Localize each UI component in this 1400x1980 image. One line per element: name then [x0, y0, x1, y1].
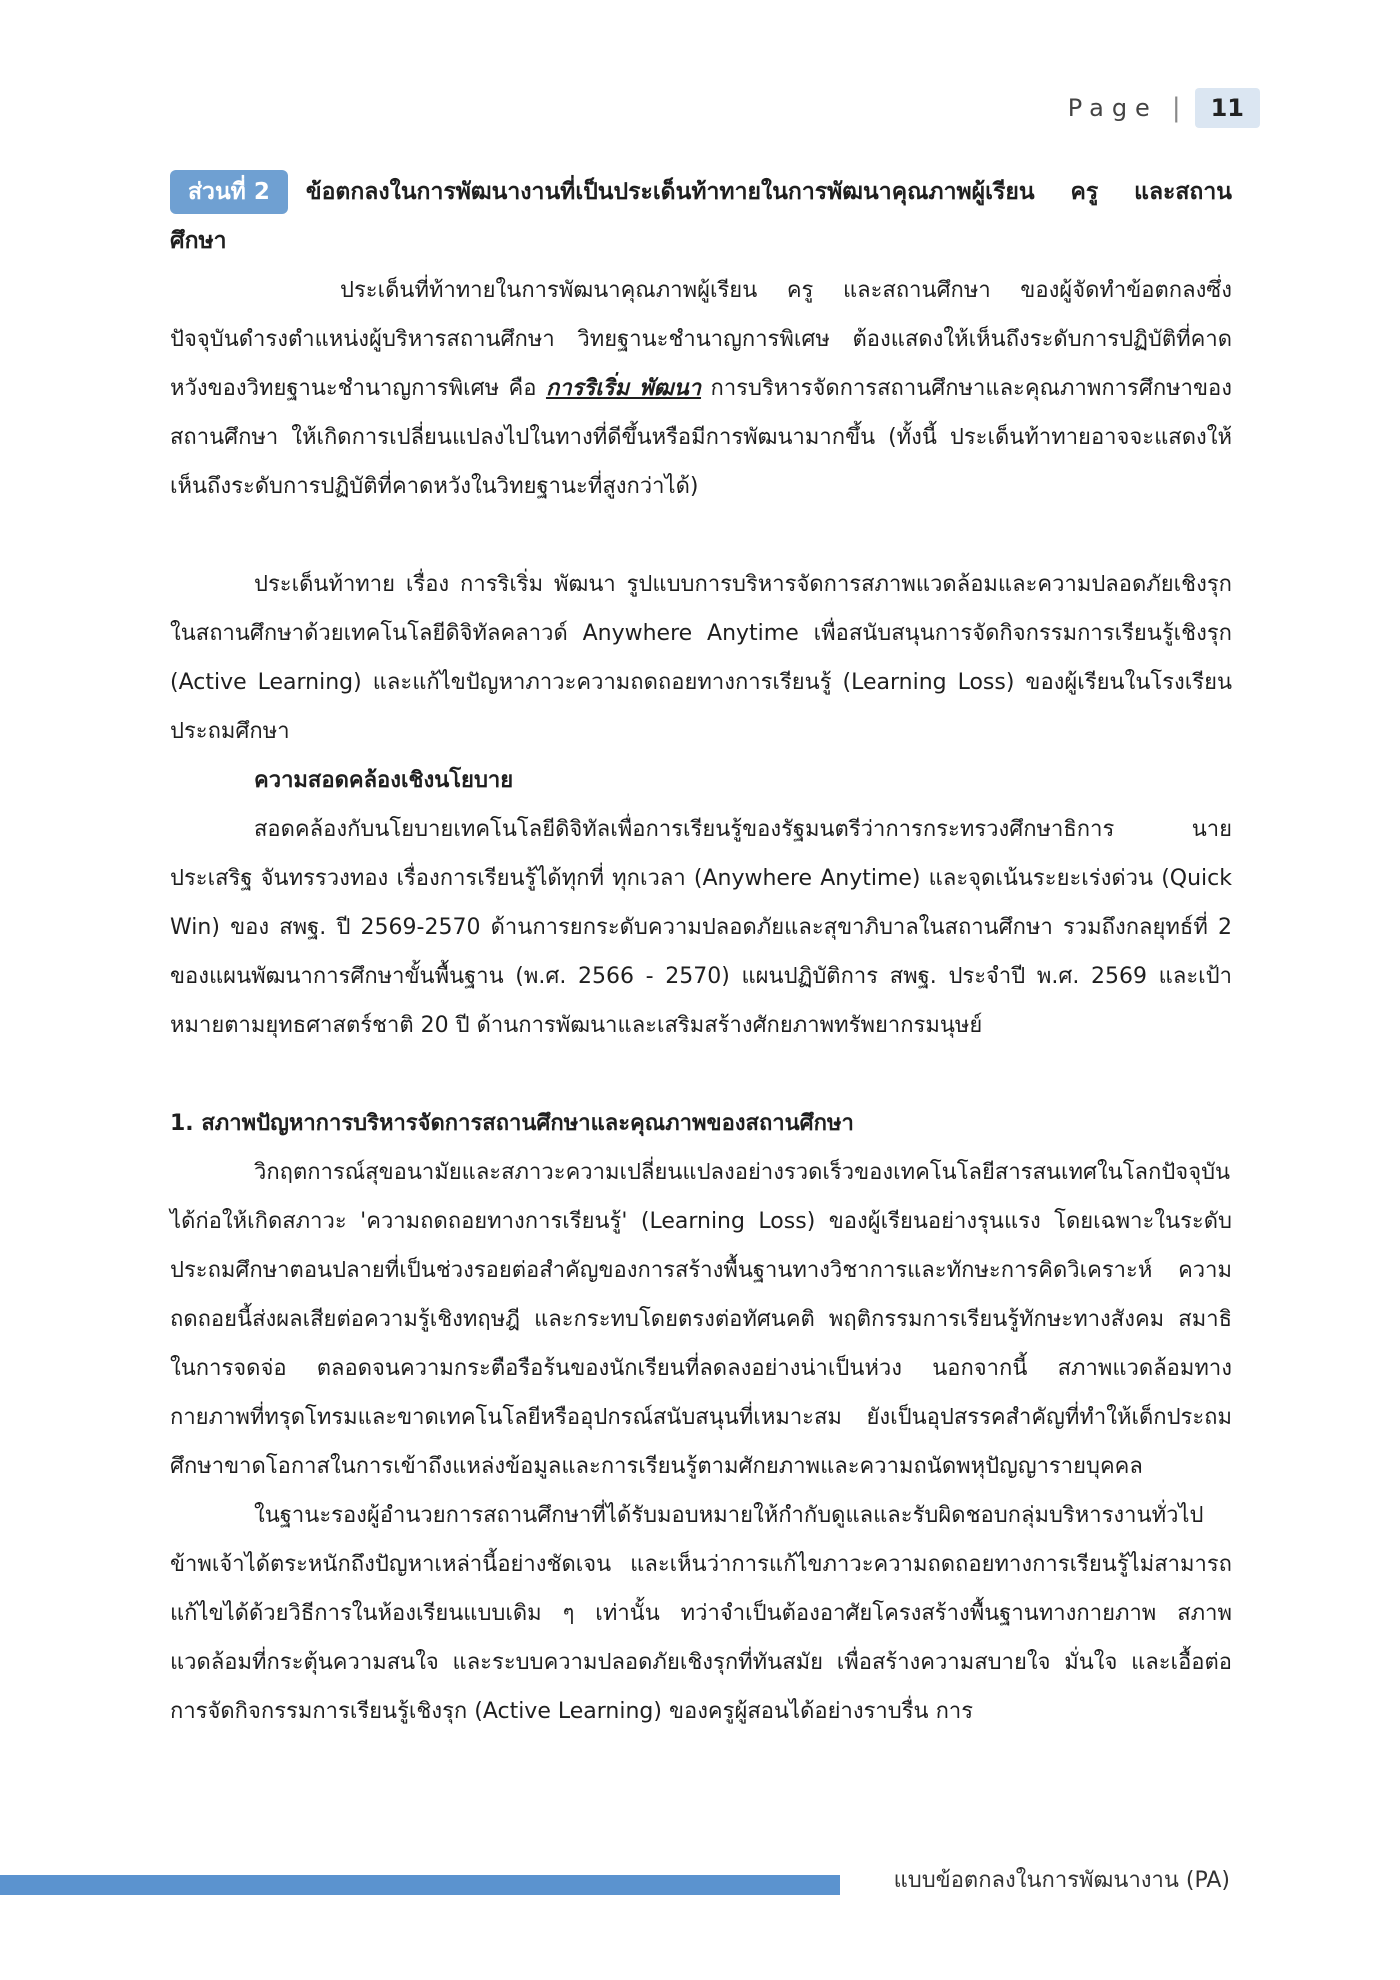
page-number: 11 [1195, 88, 1260, 128]
intro-emphasis: การริเริ่ม พัฒนา [545, 376, 702, 401]
spacer [170, 511, 1232, 560]
section-title: ข้อตกลงในการพัฒนางานที่เป็นประเด็นท้าทายในการพัฒนาคุณภาพผู้เรียน ครู และสถานศึกษา [170, 179, 1232, 254]
spacer [170, 1050, 1232, 1099]
page-separator: | [1171, 93, 1181, 123]
problem-heading: 1. สภาพปัญหาการบริหารจัดการสถานศึกษาและคุณภาพของสถานศึกษา [170, 1111, 854, 1136]
policy-heading: ความสอดคล้องเชิงนโยบาย [254, 768, 514, 793]
policy-paragraph: สอดคล้องกับนโยบายเทคโนโลยีดิจิทัลเพื่อการเรียนรู้ของรัฐมนตรีว่าการกระทรวงศึกษาธิการ นายประเสริฐ จันทรรวงทอง เรื่องการเรียนรู้ได้ทุกที่ ทุกเวลา (Anywhere Anytime) และจุดเน้นระยะเร่งด่วน (Quick Win) ของ สพฐ. ปี 2569-2570 ด้านการยกระดับความปลอดภัยและสุขาภิบาลในสถานศึกษา รวมถึงกลยุทธ์ที่ 2 ของแผนพัฒนาการศึกษาขั้นพื้นฐาน (พ.ศ. 2566 - 2570) แผนปฏิบัติการ สพฐ. ประจำปี พ.ศ. 2569 และเป้าหมายตามยุทธศาสตร์ชาติ 20 ปี ด้านการพัฒนาและเสริมสร้างศักยภาพทรัพยากรมนุษย์ [170, 817, 1232, 1038]
intro-paragraph [170, 266, 1232, 511]
page-label: Page [1067, 94, 1158, 122]
section-heading [170, 168, 1232, 266]
intro-text-2: การบริหารจัดการสถานศึกษาและคุณภาพการศึกษาของสถานศึกษา ให้เกิดการเปลี่ยนแปลงไปในทางที่ดีขึ้นหรือมีการพัฒนามากขึ้น (ทั้งนี้ ประเด็นท้าทายอาจจะแสดงให้เห็นถึงระดับการปฏิบัติที่คาดหวังในวิทยฐานะที่สูงกว่าได้) [170, 376, 1232, 499]
document-body [170, 168, 1232, 1736]
footer-accent-bar [0, 1875, 840, 1895]
problem-paragraph-1: วิกฤตการณ์สุขอนามัยและสภาวะความเปลี่ยนแปลงอย่างรวดเร็วของเทคโนโลยีสารสนเทศในโลกปัจจุบัน ได้ก่อให้เกิดสภาวะ 'ความถดถอยทางการเรียนรู้' (Learning Loss) ของผู้เรียนอย่างรุนแรง โดยเฉพาะในระดับประถมศึกษาตอนปลายที่เป็นช่วงรอยต่อสำคัญของการสร้างพื้นฐานทางวิชาการและทักษะการคิดวิเคราะห์ ความถดถอยนี้ส่งผลเสียต่อความรู้เชิงทฤษฎี และกระทบโดยตรงต่อทัศนคติ พฤติกรรมการเรียนรู้ทักษะทางสังคม สมาธิในการจดจ่อ ตลอดจนความกระตือรือร้นของนักเรียนที่ลดลงอย่างน่าเป็นห่วง นอกจากนี้ สภาพแวดล้อมทางกายภาพที่ทรุดโทรมและขาดเทคโนโลยีหรืออุปกรณ์สนับสนุนที่เหมาะสม ยังเป็นอุปสรรคสำคัญที่ทำให้เด็กประถมศึกษาขาดโอกาสในการเข้าถึงแหล่งข้อมูลและการเรียนรู้ตามศักยภาพและความถนัดพหุปัญญารายบุคคล [170, 1160, 1232, 1479]
intro-text-1: ประเด็นที่ท้าทายในการพัฒนาคุณภาพผู้เรียน ครู และสถานศึกษา ของผู้จัดทำข้อตกลงซึ่งปัจจุบันดำรงตำแหน่งผู้บริหารสถานศึกษา วิทยฐานะชำนาญการพิเศษ ต้องแสดงให้เห็นถึงระดับการปฏิบัติที่คาดหวังของวิทยฐานะชำนาญการพิเศษ คือ [170, 278, 1232, 401]
footer-title: แบบข้อตกลงในการพัฒนางาน (PA) [893, 1868, 1230, 1893]
problem-paragraph-2: ในฐานะรองผู้อำนวยการสถานศึกษาที่ได้รับมอบหมายให้กำกับดูแลและรับผิดชอบกลุ่มบริหารงานทั่วไป ข้าพเจ้าได้ตระหนักถึงปัญหาเหล่านี้อย่างชัดเจน และเห็นว่าการแก้ไขภาวะความถดถอยทางการเรียนรู้ไม่สามารถแก้ไขได้ด้วยวิธีการในห้องเรียนแบบเดิม ๆ เท่านั้น ทว่าจำเป็นต้องอาศัยโครงสร้างพื้นฐานทางกายภาพ สภาพแวดล้อมที่กระตุ้นความสนใจ และระบบความปลอดภัยเชิงรุกที่ทันสมัย เพื่อสร้างความสบายใจ มั่นใจ และเอื้อต่อการจัดกิจกรรมการเรียนรู้เชิงรุก (Active Learning) ของครูผู้สอนได้อย่างราบรื่น การ [170, 1503, 1232, 1724]
section-badge: ส่วนที่ 2 [170, 170, 288, 214]
page-header [1068, 88, 1260, 128]
challenge-paragraph: ประเด็นท้าทาย เรื่อง การริเริ่ม พัฒนา รูปแบบการบริหารจัดการสภาพแวดล้อมและความปลอดภัยเชิงรุกในสถานศึกษาด้วยเทคโนโลยีดิจิทัลคลาวด์ Anywhere Anytime เพื่อสนับสนุนการจัดกิจกรรมการเรียนรู้เชิงรุก (Active Learning) และแก้ไขปัญหาภาวะความถดถอยทางการเรียนรู้ (Learning Loss) ของผู้เรียนในโรงเรียนประถมศึกษา [170, 572, 1232, 744]
